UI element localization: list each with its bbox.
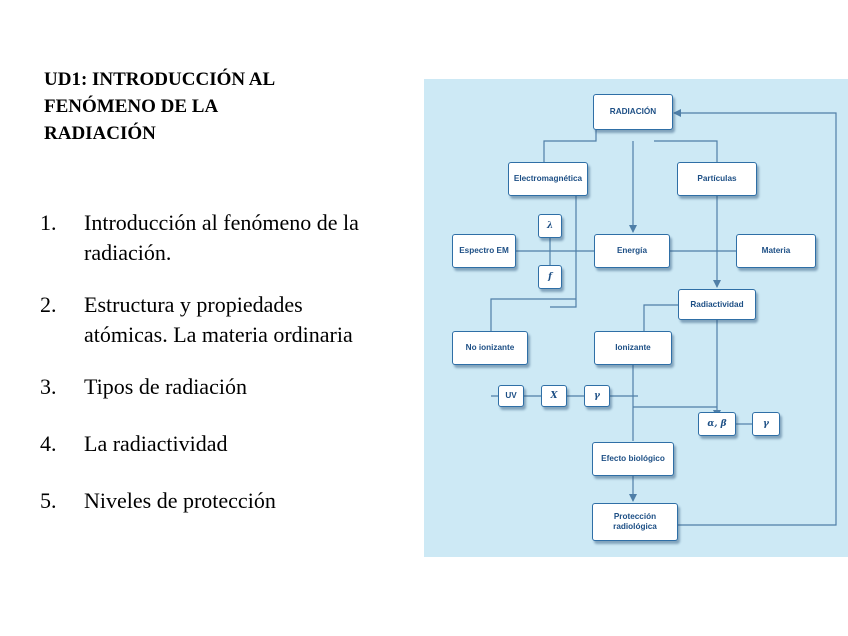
topic-item-1 (40, 208, 390, 268)
title-line-2: FENÓMENO DE LA (44, 96, 219, 117)
node-ionizante: Ionizante (594, 331, 672, 365)
node-proteccion-radiologica: Protección radiológica (592, 503, 678, 541)
node-efecto-biologico: Efecto biológico (592, 442, 674, 476)
topic-text: Niveles de protección (84, 488, 276, 513)
node-materia: Materia (736, 234, 816, 268)
node-energia: Energía (594, 234, 670, 268)
topic-number: 4. (40, 431, 57, 456)
slide-title (44, 66, 374, 147)
node-particulas: Partículas (677, 162, 757, 196)
topic-item-5 (40, 486, 390, 516)
radiation-concept-map (424, 79, 848, 557)
node-electromagnetica: Electromagnética (508, 162, 588, 196)
node-gamma-ionizante: γ (584, 385, 610, 407)
node-radiacion: RADIACIÓN (593, 94, 673, 130)
topic-item-2 (40, 290, 390, 350)
wire-radiacion-particulas (654, 141, 717, 162)
topic-item-3 (40, 372, 390, 402)
topic-text: La radiactividad (84, 431, 228, 456)
topic-number: 1. (40, 210, 57, 235)
node-alfa-beta: α, β (698, 412, 736, 436)
wire-radiacion-electromagnetica (544, 130, 596, 162)
topic-number: 2. (40, 292, 57, 317)
topic-number: 5. (40, 488, 57, 513)
topic-number: 3. (40, 374, 57, 399)
wire-no-ionizante-top (491, 299, 576, 331)
topic-list (40, 208, 390, 516)
topic-text: Introducción al fenómeno de la radiación. (84, 210, 359, 265)
topic-text: Estructura y propiedades atómicas. La materia ordinaria (84, 292, 353, 347)
node-x: X (541, 385, 567, 407)
topic-text: Tipos de radiación (84, 374, 247, 399)
node-gamma-radiactividad: γ (752, 412, 780, 436)
node-frecuencia: f (538, 265, 562, 289)
node-lambda: λ (538, 214, 562, 238)
wire-radiactividad-ionizante (644, 305, 678, 331)
title-line-1: UD1: INTRODUCCIÓN AL (44, 69, 276, 90)
node-uv: UV (498, 385, 524, 407)
title-line-3: RADIACIÓN (44, 123, 156, 144)
node-no-ionizante: No ionizante (452, 331, 528, 365)
node-radiactividad: Radiactividad (678, 289, 756, 320)
topic-item-4 (40, 429, 390, 459)
connector-lines (424, 79, 848, 557)
node-espectro-em: Espectro EM (452, 234, 516, 268)
